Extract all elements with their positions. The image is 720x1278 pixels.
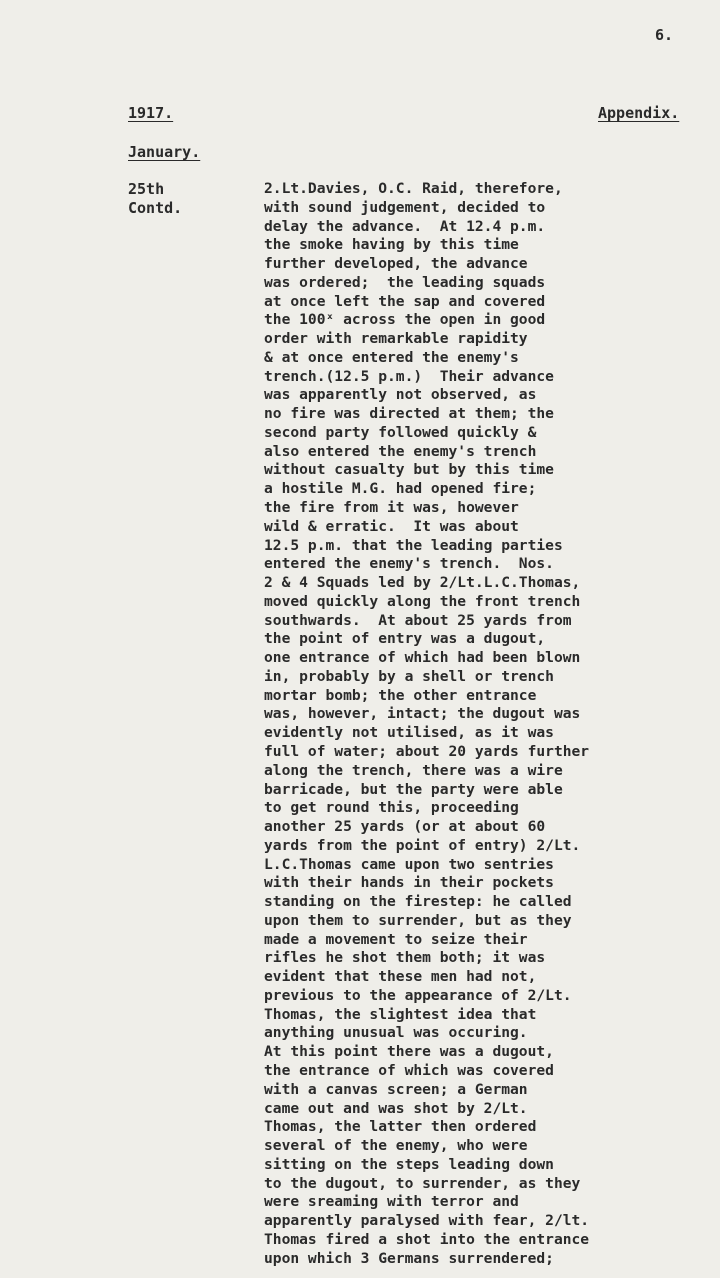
body-line: wild & erratic. It was about — [264, 517, 519, 535]
body-line: along the trench, there was a wire — [264, 761, 563, 779]
body-line: apparently paralysed with fear, 2/lt. — [264, 1212, 590, 1230]
body-line: moved quickly along the front trench — [264, 592, 581, 610]
year-heading: 1917. — [128, 104, 174, 122]
appendix-heading: Appendix. — [598, 104, 680, 122]
body-line: several of the enemy, who were — [264, 1137, 528, 1155]
body-line: no fire was directed at them; the — [264, 405, 554, 423]
body-line: with their hands in their pockets — [264, 874, 554, 892]
body-line: a hostile M.G. had opened fire; — [264, 480, 537, 498]
body-line: in, probably by a shell or trench — [264, 667, 554, 685]
body-line: the point of entry was a dugout, — [264, 630, 546, 648]
body-line: came out and was shot by 2/Lt. — [264, 1099, 528, 1117]
body-line: Thomas, the slightest idea that — [264, 1005, 537, 1023]
body-line: standing on the firestep: he called — [264, 893, 572, 911]
body-line: 12.5 p.m. that the leading parties — [264, 536, 563, 554]
body-line: trench.(12.5 p.m.) Their advance — [264, 367, 554, 385]
body-line: rifles he shot them both; it was — [264, 949, 546, 967]
body-line: mortar bomb; the other entrance — [264, 686, 537, 704]
body-line: was, however, intact; the dugout was — [264, 705, 581, 723]
body-line: the smoke having by this time — [264, 236, 519, 254]
body-line: at once left the sap and covered — [264, 292, 546, 310]
body-line: to get round this, proceeding — [264, 799, 519, 817]
body-line: At this point there was a dugout, — [264, 1043, 554, 1061]
body-line: anything unusual was occuring. — [264, 1024, 528, 1042]
body-line: the fire from it was, however — [264, 499, 519, 517]
entry-body-text — [264, 180, 714, 1268]
body-line: entered the enemy's trench. Nos. — [264, 555, 554, 573]
body-line: with sound judgement, decided to — [264, 198, 546, 216]
body-line: further developed, the advance — [264, 255, 528, 273]
body-line: full of water; about 20 yards further — [264, 742, 590, 760]
body-line: another 25 yards (or at about 60 — [264, 818, 546, 836]
body-line: the entrance of which was covered — [264, 1061, 554, 1079]
body-line: Thomas fired a shot into the entrance — [264, 1230, 590, 1248]
date-day: 25th — [128, 180, 165, 198]
body-line: were sreaming with terror and — [264, 1193, 519, 1211]
body-line: with a canvas screen; a German — [264, 1080, 528, 1098]
body-line: upon which 3 Germans surrendered; — [264, 1249, 554, 1267]
body-line: to the dugout, to surrender, as they — [264, 1174, 581, 1192]
body-line: evidently not utilised, as it was — [264, 724, 554, 742]
body-line: evident that these men had not, — [264, 968, 537, 986]
body-line: upon them to surrender, but as they — [264, 911, 572, 929]
body-line: was ordered; the leading squads — [264, 273, 546, 291]
body-line: the 100ˣ across the open in good — [264, 311, 546, 329]
body-line: southwards. At about 25 yards from — [264, 611, 572, 629]
body-line: previous to the appearance of 2/Lt. — [264, 986, 572, 1004]
body-line: also entered the enemy's trench — [264, 442, 537, 460]
body-line: barricade, but the party were able — [264, 780, 563, 798]
page-number: 6. — [655, 26, 674, 44]
body-line: one entrance of which had been blown — [264, 649, 581, 667]
body-line: made a movement to seize their — [264, 930, 528, 948]
body-line: yards from the point of entry) 2/Lt. — [264, 836, 581, 854]
body-line: sitting on the steps leading down — [264, 1155, 554, 1173]
body-line: 2 & 4 Squads led by 2/Lt.L.C.Thomas, — [264, 574, 581, 592]
body-line: L.C.Thomas came upon two sentries — [264, 855, 554, 873]
body-line: delay the advance. At 12.4 p.m. — [264, 217, 546, 235]
body-line: Thomas, the latter then ordered — [264, 1118, 537, 1136]
month-heading: January. — [128, 143, 201, 161]
body-line: second party followed quickly & — [264, 423, 537, 441]
date-continued: Contd. — [128, 198, 183, 217]
body-line: without casualty but by this time — [264, 461, 554, 479]
body-line: order with remarkable rapidity — [264, 330, 528, 348]
body-line: was apparently not observed, as — [264, 386, 537, 404]
body-line: & at once entered the enemy's — [264, 348, 519, 366]
body-line: 2.Lt.Davies, O.C. Raid, therefore, — [264, 180, 563, 197]
entry-date — [128, 180, 182, 217]
